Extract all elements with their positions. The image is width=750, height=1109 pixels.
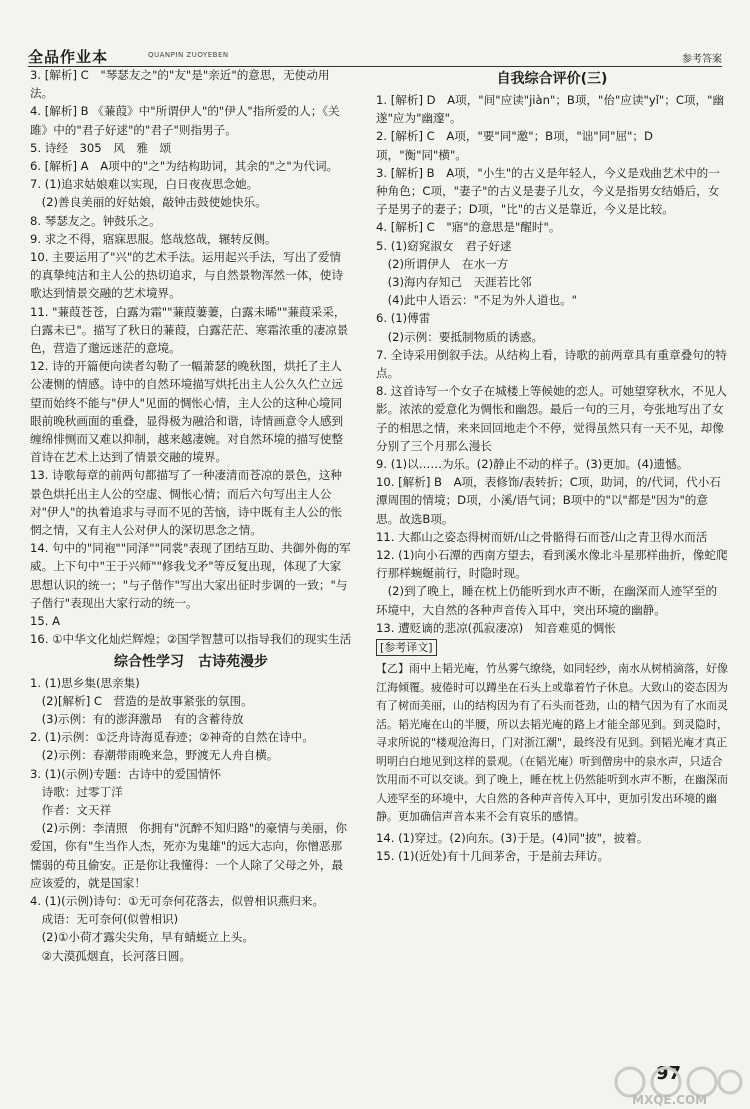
answer-item: 4. [解析] C "寤"的意思是"醒时"。: [376, 220, 561, 235]
answer-item: 7. (1)追求姑娘难以实现，白日夜夜思念她。: [30, 177, 259, 192]
left-column: [30, 66, 352, 965]
answer-item: 13. 遭贬谪的悲凉(孤寂凄凉) 知音难觅的惆怅: [376, 620, 616, 635]
answer-item: 3. [解析] C "琴瑟友之"的"友"是"亲近"的意思，无使动用法。: [30, 68, 330, 101]
answer-item: (2)所谓伊人 在水一方: [376, 256, 509, 271]
answer-item: 7. 全诗采用倒叙手法。从结构上看，诗歌的前两章具有重章叠句的特点。: [376, 347, 727, 381]
answer-item: 12. 诗的开篇便向读者勾勒了一幅萧瑟的晚秋图，烘托了主人公凄恻的情感。诗中的自然环境描写烘托出主人公久久伫立远望而始终不能与"伊人"见面的惆怅心情，主人公的这种心境同眼前晚秋画面的重叠，显得极为融洽和谐，诗情画意令人感到缠绵悱恻而又难以抑制，越来越凄婉。对自然环境的描写使整首诗在艺术上达到了情景交融的境界。: [30, 359, 344, 465]
answer-item: 14. 句中的"同袍""同泽""同裳"表现了团结互助、共御外侮的军威。上下句中"王于兴师""修我戈矛"等反复出现，体现了大家思想认识的统一；"与子偕作"写出大家出征时步调的一致；"与子偕行"表现出大家行动的统一。: [30, 541, 351, 610]
page-header: [28, 44, 722, 67]
answer-item: 15. (1)(近处)有十几间茅舍，于是前去拜访。: [376, 848, 610, 863]
answer-item: 4. [解析] B 《蒹葭》中"所谓伊人"的"伊人"指所爱的人；《关雎》中的"君子好逑"的"君子"则指男子。: [30, 104, 340, 137]
answer-item: 10. 主要运用了"兴"的艺术手法。运用起兴手法，写出了爱情的真挚纯洁和主人公的热切追求，与自然景物浑然一体，使诗歌达到情景交融的艺术境界。: [30, 250, 344, 301]
answer-item: (3)海内存知己 天涯若比邻: [376, 275, 532, 290]
answer-item: 1. [解析] D A项，"间"应读"jiàn"；B项，"佁"应读"yǐ"；C项，"幽遂"应为"幽邃"。: [376, 93, 725, 126]
answer-item: 5. 诗经 305 风 雅 颂: [30, 140, 172, 155]
answer-item: 14. (1)穿过。(2)向东。(3)于是。(4)同"披"，披着。: [376, 830, 649, 845]
answer-item: 1. (1)思乡集(思亲集): [30, 675, 140, 690]
answer-item: (2)①小荷才露尖尖角，早有蜻蜓立上头。: [30, 930, 254, 945]
answer-item: 2. [解析] C A项，"要"同"邀"；B项，"诎"同"屈"；D项，"衡"同"横"。: [376, 129, 653, 162]
answer-item: 9. 求之不得，寤寐思服。悠哉悠哉，辗转反侧。: [30, 231, 277, 246]
answer-item: 5. (1)窈窕淑女 君子好逑: [376, 238, 512, 253]
brand-subtitle: QUANPIN ZUOYEBEN: [148, 51, 229, 59]
answer-item: (4)此中人语云："不足为外人道也。": [376, 293, 577, 308]
section-title: 综合性学习 古诗苑漫步: [114, 653, 268, 670]
answer-item: 8. 这首诗写一个女子在城楼上等候她的恋人。可她望穿秋水，不见人影。浓浓的爱意化为惆怅和幽怨。最后一句的三月，夸张地写出了女子的相思之情，来来回回地走个不停，觉得虽然只有一天不见，却像分别了三个月那么漫长: [376, 384, 727, 453]
answer-item: 诗歌：过零丁洋: [30, 784, 123, 799]
answer-item: 3. (1)(示例)专题：古诗中的爱国情怀: [30, 766, 221, 781]
answer-item: (2)示例：李清照 你拥有"沉醉不知归路"的豪情与美丽，你爱国，你有"生当作人杰，死亦为鬼雄"的远大志向，你憎恶那懦弱的苟且偷安。正是你让我懂得：一个人除了父母之外，最应该爱的，就是国家！: [30, 821, 347, 890]
answer-item: (2)示例：要抵制物质的诱惑。: [376, 329, 544, 344]
answer-item: (2)到了晚上，睡在枕上仍能听到水声不断，在幽深而人迹罕至的环境中，大自然的各种声音传入耳中，突出环境的幽静。: [376, 584, 718, 617]
answer-item: (2)[解析] C 营造的是故事紧张的氛围。: [30, 693, 253, 708]
answer-item: 10. [解析] B A项，表修饰/表转折；C项，助词，的/代词，代小石潭周围的情境；D项，小溪/语气词；B项中的"以"都是"因为"的意思。故选B项。: [376, 475, 721, 526]
answer-item: 作者：文天祥: [30, 802, 112, 817]
answer-item: ②大漠孤烟直，长河落日圆。: [30, 948, 192, 963]
answer-item: 12. (1)向小石潭的西南方望去，看到溪水像北斗星那样曲折，像蛇爬行那样蜿蜒前行，时隐时现。: [376, 548, 728, 581]
page-number: 97: [656, 1063, 682, 1084]
answer-item: (2)示例：春潮带雨晚来急，野渡无人舟自横。: [30, 748, 279, 763]
answer-item: 8. 琴瑟友之。钟鼓乐之。: [30, 213, 161, 228]
reference-translation: 【乙】雨中上韬光庵，竹丛雾气缭绕，如同轻纱，南水从树梢滴落，好像江海倾覆。疲倦时可以蹲坐在石头上或靠着竹子休息。大致山的姿态因为有了树而美丽，山的结构因为有了石头而苍劲，山的精气因为有了水而灵活。韬光庵在山的半腰，所以去韬光庵的路上才能全部见到。到灵隐时，寻求所说的"楼观沧海日，门对浙江潮"，最终没有见到。到韬光庵才真正明明白白地见到这样的景观。（在韬光庵）听到僧房中的泉水声，只适合饮用而不可以交谈。到了晚上，睡在枕上仍然能听到水声不断，在幽深而人迹罕至的环境中，大自然的各种声音传入耳中，更加引发出环境的幽静。更加确信声音本来不会有哀乐的感情。: [376, 662, 728, 824]
answer-item: 6. [解析] A A项中的"之"为结构助词，其余的"之"为代词。: [30, 159, 339, 174]
answer-item: 16. ①中华文化灿烂辉煌；②国学智慧可以指导我们的现实生活: [30, 632, 352, 647]
answer-item: (2)善良美丽的好姑娘，敲钟击鼓使她快乐。: [30, 195, 267, 210]
answer-item: 9. (1)以……为乐。(2)静止不动的样子。(3)更加。(4)遗憾。: [376, 457, 689, 472]
section-title: 自我综合评价(三): [496, 71, 608, 87]
answer-item: 11. "蒹葭苍苍，白露为霜""蒹葭萋萋，白露未晞""蒹葭采采，白露未已"。描写了秋日的蒹葭，白露茫茫、寒霜浓重的凄凉景色，营造了邈远迷茫的意境。: [30, 304, 349, 356]
watermark-text: MXQE.COM: [632, 1093, 708, 1107]
answer-item: 4. (1)(示例)诗句：①无可奈何花落去，似曾相识燕归来。: [30, 893, 325, 908]
answer-item: 15. A: [30, 614, 61, 629]
brand-title: 全品作业本: [28, 48, 109, 66]
answer-item: 2. (1)示例：①泛舟诗海觅春迹；②神奇的自然在诗中。: [30, 730, 314, 745]
answer-item: 11. 大都山之姿态得树而妍/山之骨骼得石而苍/山之青卫得水而活: [376, 529, 708, 544]
answer-item: 13. 诗歌每章的前两句都描写了一种凄清而苍凉的景色，这种景色烘托出主人公的空虚、惆怅心情；而后六句写出主人公对"伊人"的执着追求与寻而不见的苦恼，诗中既有主人公的怅惘之情，又有主人公对伊人的深切思念之情。: [30, 468, 343, 538]
reference-translation-label: [参考译文]: [376, 639, 437, 656]
answer-item: 3. [解析] B A项，"小生"的古义是年轻人，今义是戏曲艺术中的一种角色；C项，"妻子"的古义是妻子儿女，今义是指男女结婚后，女子是男子的妻子；D项，"比"的古义是靠近，今义是比较。: [376, 165, 720, 217]
answer-item: (3)示例：有的澎湃激昂 有的含蓄待放: [30, 711, 244, 726]
answer-item: 6. (1)傅雷: [376, 311, 431, 326]
right-column: [376, 66, 728, 865]
header-section-label: 参考答案: [682, 54, 722, 65]
answer-item: 成语：无可奈何(似曾相识): [30, 912, 179, 927]
